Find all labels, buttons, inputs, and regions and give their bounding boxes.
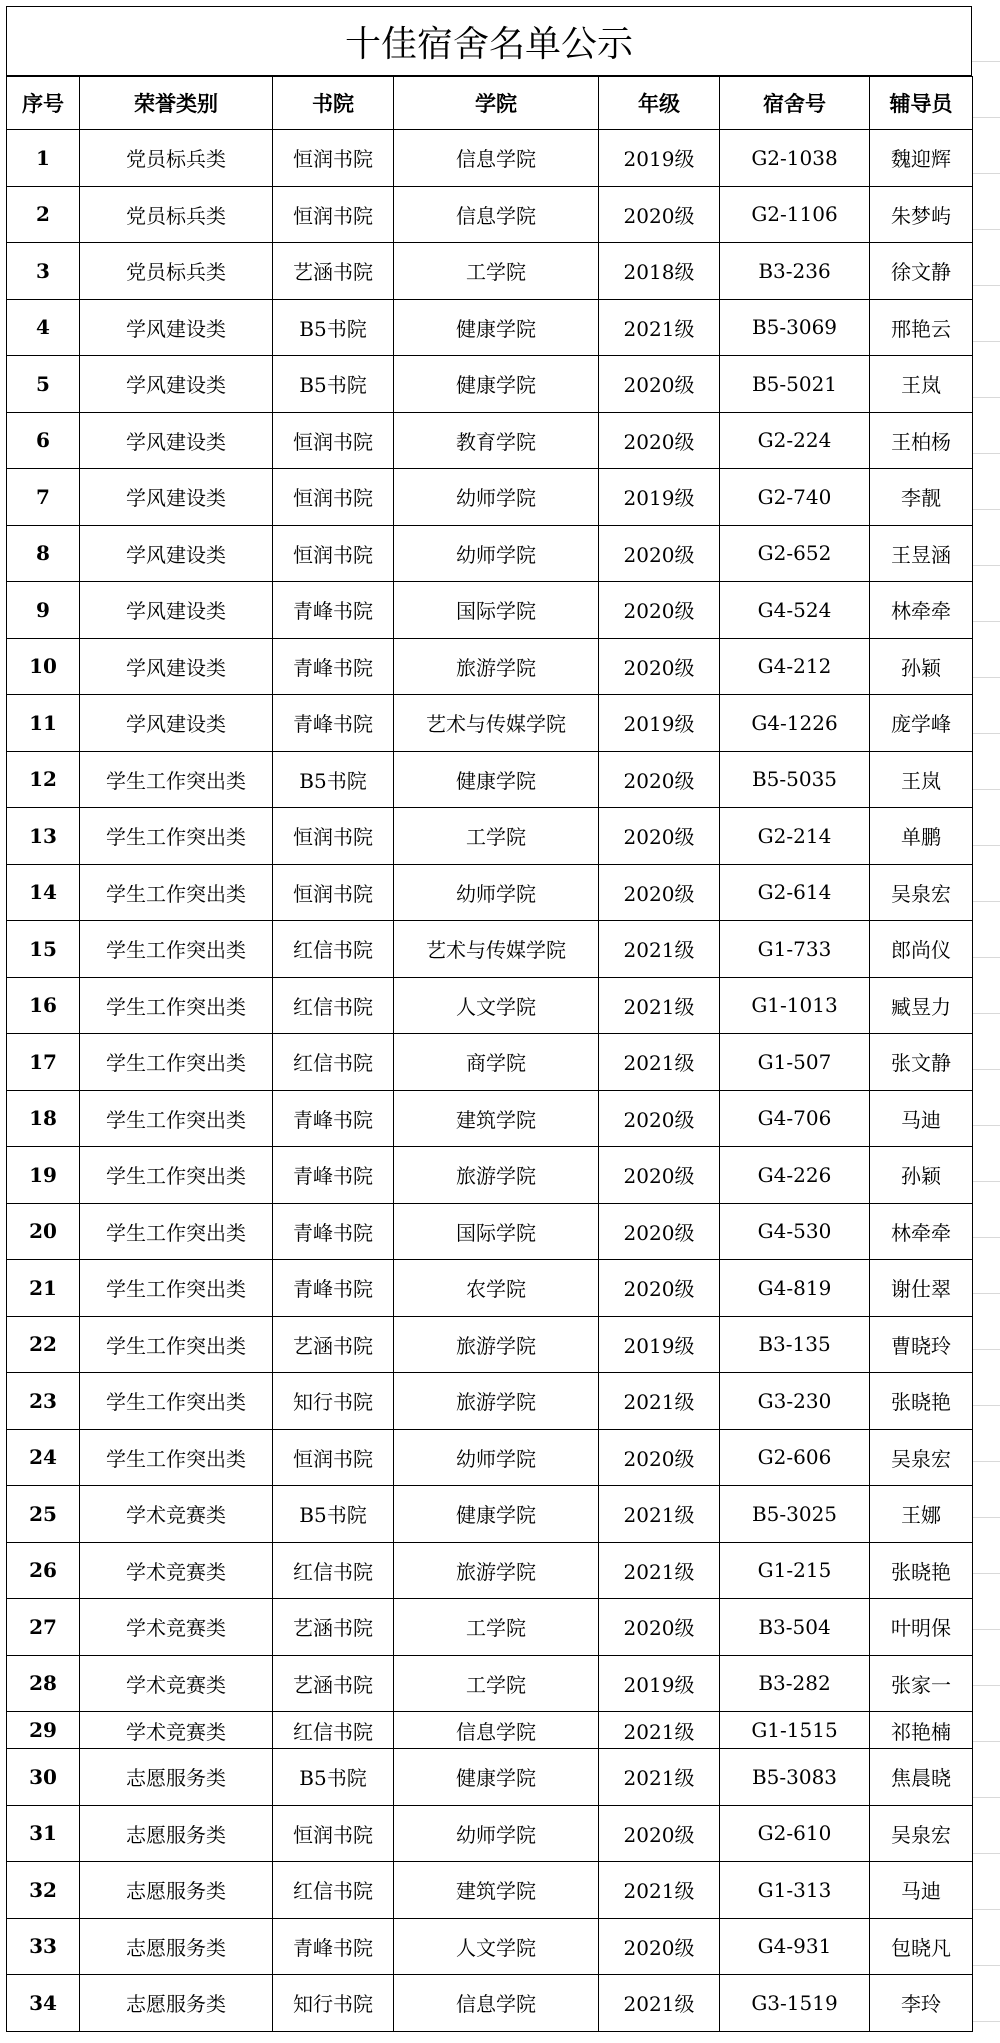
cell-index: 3	[7, 243, 80, 300]
cell-college: 农学院	[394, 1260, 599, 1317]
cell-index: 10	[7, 638, 80, 695]
cell-honor-category: 学风建设类	[80, 525, 273, 582]
table-row	[7, 1918, 973, 1975]
cell-dorm-number: B3-236	[720, 243, 870, 300]
cell-index: 29	[7, 1712, 80, 1749]
cell-counselor: 曹晓玲	[870, 1316, 973, 1373]
table-row	[7, 695, 973, 752]
cell-honor-category: 学生工作突出类	[80, 1034, 273, 1091]
cell-index: 11	[7, 695, 80, 752]
cell-academy: 恒润书院	[273, 1805, 394, 1862]
cell-dorm-number: G2-224	[720, 412, 870, 469]
cell-honor-category: 志愿服务类	[80, 1862, 273, 1919]
cell-college: 健康学院	[394, 356, 599, 413]
cell-academy: 艺涵书院	[273, 1316, 394, 1373]
cell-grade: 2020级	[599, 1805, 720, 1862]
table-row	[7, 1975, 973, 2032]
header-academy: 书院	[273, 77, 394, 130]
cell-index: 4	[7, 299, 80, 356]
cell-grade: 2021级	[599, 1542, 720, 1599]
cell-college: 信息学院	[394, 1712, 599, 1749]
cell-academy: 青峰书院	[273, 695, 394, 752]
cell-counselor: 魏迎辉	[870, 130, 973, 187]
dormitory-list-sheet	[6, 6, 972, 2032]
cell-college: 信息学院	[394, 130, 599, 187]
table-row	[7, 864, 973, 921]
cell-academy: 红信书院	[273, 1712, 394, 1749]
cell-honor-category: 学风建设类	[80, 299, 273, 356]
cell-index: 25	[7, 1486, 80, 1543]
cell-dorm-number: G3-1519	[720, 1975, 870, 2032]
cell-honor-category: 学术竞赛类	[80, 1655, 273, 1712]
cell-dorm-number: G1-313	[720, 1862, 870, 1919]
cell-index: 28	[7, 1655, 80, 1712]
cell-college: 健康学院	[394, 751, 599, 808]
cell-grade: 2020级	[599, 1090, 720, 1147]
cell-grade: 2019级	[599, 469, 720, 526]
cell-honor-category: 学生工作突出类	[80, 1147, 273, 1204]
cell-grade: 2019级	[599, 1655, 720, 1712]
cell-index: 20	[7, 1203, 80, 1260]
cell-grade: 2019级	[599, 130, 720, 187]
cell-college: 商学院	[394, 1034, 599, 1091]
table-row	[7, 921, 973, 978]
table-row	[7, 808, 973, 865]
cell-dorm-number: G2-1038	[720, 130, 870, 187]
cell-grade: 2019级	[599, 1316, 720, 1373]
cell-college: 建筑学院	[394, 1090, 599, 1147]
cell-counselor: 马迪	[870, 1862, 973, 1919]
cell-counselor: 邢艳云	[870, 299, 973, 356]
cell-college: 工学院	[394, 243, 599, 300]
cell-academy: 恒润书院	[273, 412, 394, 469]
cell-honor-category: 党员标兵类	[80, 243, 273, 300]
cell-dorm-number: G4-524	[720, 582, 870, 639]
cell-index: 8	[7, 525, 80, 582]
page-title: 十佳宿舍名单公示	[6, 6, 972, 76]
table-row	[7, 1749, 973, 1806]
cell-dorm-number: G1-215	[720, 1542, 870, 1599]
cell-index: 16	[7, 977, 80, 1034]
cell-academy: 恒润书院	[273, 469, 394, 526]
cell-honor-category: 学生工作突出类	[80, 1316, 273, 1373]
table-row	[7, 751, 973, 808]
cell-academy: B5书院	[273, 1749, 394, 1806]
table-row	[7, 638, 973, 695]
header-dorm-number: 宿舍号	[720, 77, 870, 130]
cell-college: 建筑学院	[394, 1862, 599, 1919]
cell-honor-category: 学生工作突出类	[80, 1429, 273, 1486]
cell-academy: 青峰书院	[273, 1090, 394, 1147]
cell-college: 幼师学院	[394, 864, 599, 921]
cell-honor-category: 学生工作突出类	[80, 1203, 273, 1260]
cell-academy: B5书院	[273, 751, 394, 808]
table-body	[7, 130, 973, 2032]
cell-dorm-number: G4-819	[720, 1260, 870, 1317]
cell-index: 17	[7, 1034, 80, 1091]
cell-dorm-number: G3-230	[720, 1373, 870, 1430]
cell-counselor: 林牵牵	[870, 1203, 973, 1260]
cell-college: 艺术与传媒学院	[394, 921, 599, 978]
table-row	[7, 1203, 973, 1260]
cell-honor-category: 学生工作突出类	[80, 1090, 273, 1147]
cell-grade: 2020级	[599, 582, 720, 639]
cell-grade: 2020级	[599, 356, 720, 413]
table-row	[7, 977, 973, 1034]
cell-counselor: 王岚	[870, 356, 973, 413]
cell-college: 幼师学院	[394, 1429, 599, 1486]
cell-index: 12	[7, 751, 80, 808]
header-grade: 年级	[599, 77, 720, 130]
cell-counselor: 王昱涵	[870, 525, 973, 582]
cell-college: 工学院	[394, 1655, 599, 1712]
cell-counselor: 焦晨晓	[870, 1749, 973, 1806]
cell-academy: 知行书院	[273, 1975, 394, 2032]
table-row	[7, 412, 973, 469]
cell-academy: 恒润书院	[273, 186, 394, 243]
cell-counselor: 祁艳楠	[870, 1712, 973, 1749]
cell-dorm-number: B5-3069	[720, 299, 870, 356]
cell-dorm-number: G1-507	[720, 1034, 870, 1091]
cell-academy: B5书院	[273, 1486, 394, 1543]
cell-index: 7	[7, 469, 80, 526]
cell-honor-category: 学生工作突出类	[80, 921, 273, 978]
cell-honor-category: 志愿服务类	[80, 1749, 273, 1806]
cell-index: 14	[7, 864, 80, 921]
cell-grade: 2020级	[599, 1203, 720, 1260]
cell-dorm-number: G4-706	[720, 1090, 870, 1147]
cell-grade: 2021级	[599, 1712, 720, 1749]
cell-index: 15	[7, 921, 80, 978]
table-row	[7, 1090, 973, 1147]
cell-dorm-number: B5-5021	[720, 356, 870, 413]
cell-college: 教育学院	[394, 412, 599, 469]
table-row	[7, 1712, 973, 1749]
cell-counselor: 王柏杨	[870, 412, 973, 469]
cell-index: 13	[7, 808, 80, 865]
cell-grade: 2020级	[599, 1147, 720, 1204]
cell-counselor: 马迪	[870, 1090, 973, 1147]
cell-college: 旅游学院	[394, 638, 599, 695]
cell-counselor: 徐文静	[870, 243, 973, 300]
cell-honor-category: 志愿服务类	[80, 1805, 273, 1862]
cell-grade: 2021级	[599, 1486, 720, 1543]
cell-academy: 红信书院	[273, 1862, 394, 1919]
table-row	[7, 1542, 973, 1599]
cell-college: 信息学院	[394, 1975, 599, 2032]
table-row	[7, 1147, 973, 1204]
cell-academy: 恒润书院	[273, 1429, 394, 1486]
cell-college: 人文学院	[394, 1918, 599, 1975]
cell-grade: 2020级	[599, 1599, 720, 1656]
cell-academy: 恒润书院	[273, 808, 394, 865]
cell-academy: 青峰书院	[273, 1918, 394, 1975]
table-row	[7, 1805, 973, 1862]
cell-honor-category: 学生工作突出类	[80, 808, 273, 865]
table-row	[7, 356, 973, 413]
cell-grade: 2020级	[599, 751, 720, 808]
cell-academy: 恒润书院	[273, 130, 394, 187]
table-row	[7, 1486, 973, 1543]
table-row	[7, 469, 973, 526]
cell-dorm-number: G4-1226	[720, 695, 870, 752]
cell-dorm-number: G4-931	[720, 1918, 870, 1975]
cell-counselor: 单鹏	[870, 808, 973, 865]
cell-dorm-number: G2-652	[720, 525, 870, 582]
table-row	[7, 1429, 973, 1486]
cell-college: 旅游学院	[394, 1147, 599, 1204]
cell-college: 健康学院	[394, 1749, 599, 1806]
cell-grade: 2021级	[599, 921, 720, 978]
table-row	[7, 1316, 973, 1373]
cell-counselor: 叶明保	[870, 1599, 973, 1656]
cell-college: 健康学院	[394, 299, 599, 356]
table-row	[7, 1034, 973, 1091]
table-row	[7, 1655, 973, 1712]
cell-index: 34	[7, 1975, 80, 2032]
cell-honor-category: 学风建设类	[80, 582, 273, 639]
cell-college: 幼师学院	[394, 525, 599, 582]
cell-honor-category: 学术竞赛类	[80, 1542, 273, 1599]
cell-counselor: 谢仕翠	[870, 1260, 973, 1317]
cell-college: 工学院	[394, 808, 599, 865]
cell-counselor: 朱梦屿	[870, 186, 973, 243]
cell-dorm-number: G2-614	[720, 864, 870, 921]
cell-grade: 2020级	[599, 864, 720, 921]
cell-college: 国际学院	[394, 1203, 599, 1260]
cell-academy: 青峰书院	[273, 638, 394, 695]
cell-grade: 2021级	[599, 299, 720, 356]
cell-honor-category: 学风建设类	[80, 638, 273, 695]
cell-academy: 红信书院	[273, 1542, 394, 1599]
cell-honor-category: 学生工作突出类	[80, 1373, 273, 1430]
cell-academy: 红信书院	[273, 1034, 394, 1091]
cell-grade: 2020级	[599, 808, 720, 865]
cell-index: 9	[7, 582, 80, 639]
cell-academy: B5书院	[273, 299, 394, 356]
cell-dorm-number: G1-1515	[720, 1712, 870, 1749]
cell-college: 旅游学院	[394, 1373, 599, 1430]
cell-college: 健康学院	[394, 1486, 599, 1543]
cell-grade: 2021级	[599, 1034, 720, 1091]
cell-index: 24	[7, 1429, 80, 1486]
cell-dorm-number: G2-1106	[720, 186, 870, 243]
cell-honor-category: 学风建设类	[80, 695, 273, 752]
cell-grade: 2020级	[599, 186, 720, 243]
cell-honor-category: 党员标兵类	[80, 130, 273, 187]
cell-academy: 青峰书院	[273, 1260, 394, 1317]
cell-counselor: 张家一	[870, 1655, 973, 1712]
cell-index: 5	[7, 356, 80, 413]
cell-academy: 青峰书院	[273, 582, 394, 639]
cell-academy: 艺涵书院	[273, 1655, 394, 1712]
cell-counselor: 王岚	[870, 751, 973, 808]
cell-dorm-number: G4-226	[720, 1147, 870, 1204]
cell-counselor: 张文静	[870, 1034, 973, 1091]
header-counselor: 辅导员	[870, 77, 973, 130]
cell-grade: 2020级	[599, 1429, 720, 1486]
cell-honor-category: 志愿服务类	[80, 1918, 273, 1975]
table-row	[7, 243, 973, 300]
cell-counselor: 郎尚仪	[870, 921, 973, 978]
cell-dorm-number: B3-135	[720, 1316, 870, 1373]
table-row	[7, 1260, 973, 1317]
table-row	[7, 186, 973, 243]
dormitory-table	[6, 76, 973, 2032]
cell-honor-category: 学生工作突出类	[80, 751, 273, 808]
cell-counselor: 臧昱力	[870, 977, 973, 1034]
cell-counselor: 李靓	[870, 469, 973, 526]
cell-college: 旅游学院	[394, 1542, 599, 1599]
cell-dorm-number: G1-1013	[720, 977, 870, 1034]
cell-index: 23	[7, 1373, 80, 1430]
cell-grade: 2021级	[599, 1975, 720, 2032]
cell-grade: 2020级	[599, 1918, 720, 1975]
cell-academy: B5书院	[273, 356, 394, 413]
cell-honor-category: 学术竞赛类	[80, 1599, 273, 1656]
cell-counselor: 张晓艳	[870, 1542, 973, 1599]
cell-honor-category: 学生工作突出类	[80, 977, 273, 1034]
cell-grade: 2020级	[599, 525, 720, 582]
cell-academy: 知行书院	[273, 1373, 394, 1430]
cell-college: 人文学院	[394, 977, 599, 1034]
cell-honor-category: 学术竞赛类	[80, 1712, 273, 1749]
table-row	[7, 1373, 973, 1430]
table-row	[7, 582, 973, 639]
cell-academy: 艺涵书院	[273, 243, 394, 300]
header-college: 学院	[394, 77, 599, 130]
cell-honor-category: 学生工作突出类	[80, 864, 273, 921]
spreadsheet-gridlines	[972, 6, 1000, 2043]
cell-honor-category: 学风建设类	[80, 356, 273, 413]
cell-counselor: 李玲	[870, 1975, 973, 2032]
cell-college: 幼师学院	[394, 1805, 599, 1862]
cell-honor-category: 志愿服务类	[80, 1975, 273, 2032]
cell-counselor: 庞学峰	[870, 695, 973, 752]
header-honor-category: 荣誉类别	[80, 77, 273, 130]
cell-academy: 青峰书院	[273, 1203, 394, 1260]
cell-academy: 恒润书院	[273, 525, 394, 582]
cell-counselor: 张晓艳	[870, 1373, 973, 1430]
cell-dorm-number: B3-282	[720, 1655, 870, 1712]
cell-academy: 艺涵书院	[273, 1599, 394, 1656]
cell-dorm-number: B5-3083	[720, 1749, 870, 1806]
cell-dorm-number: G1-733	[720, 921, 870, 978]
cell-dorm-number: G2-606	[720, 1429, 870, 1486]
cell-dorm-number: B5-3025	[720, 1486, 870, 1543]
cell-college: 幼师学院	[394, 469, 599, 526]
cell-dorm-number: G2-610	[720, 1805, 870, 1862]
cell-college: 工学院	[394, 1599, 599, 1656]
cell-dorm-number: G4-212	[720, 638, 870, 695]
cell-index: 18	[7, 1090, 80, 1147]
cell-grade: 2021级	[599, 1373, 720, 1430]
table-row	[7, 1862, 973, 1919]
cell-grade: 2018级	[599, 243, 720, 300]
cell-index: 30	[7, 1749, 80, 1806]
cell-academy: 青峰书院	[273, 1147, 394, 1204]
cell-grade: 2021级	[599, 1749, 720, 1806]
table-row	[7, 130, 973, 187]
header-index: 序号	[7, 77, 80, 130]
cell-counselor: 孙颖	[870, 1147, 973, 1204]
cell-index: 26	[7, 1542, 80, 1599]
cell-index: 27	[7, 1599, 80, 1656]
table-row	[7, 525, 973, 582]
cell-index: 19	[7, 1147, 80, 1204]
cell-index: 22	[7, 1316, 80, 1373]
table-row	[7, 299, 973, 356]
table-row	[7, 1599, 973, 1656]
cell-college: 艺术与传媒学院	[394, 695, 599, 752]
cell-counselor: 吴泉宏	[870, 1429, 973, 1486]
cell-counselor: 王娜	[870, 1486, 973, 1543]
cell-grade: 2020级	[599, 412, 720, 469]
cell-grade: 2021级	[599, 977, 720, 1034]
cell-college: 旅游学院	[394, 1316, 599, 1373]
cell-honor-category: 学风建设类	[80, 469, 273, 526]
cell-grade: 2019级	[599, 695, 720, 752]
cell-honor-category: 党员标兵类	[80, 186, 273, 243]
cell-index: 32	[7, 1862, 80, 1919]
cell-counselor: 孙颖	[870, 638, 973, 695]
cell-dorm-number: G2-740	[720, 469, 870, 526]
cell-honor-category: 学术竞赛类	[80, 1486, 273, 1543]
cell-academy: 红信书院	[273, 921, 394, 978]
cell-counselor: 林牵牵	[870, 582, 973, 639]
cell-grade: 2020级	[599, 1260, 720, 1317]
cell-counselor: 吴泉宏	[870, 864, 973, 921]
cell-grade: 2021级	[599, 1862, 720, 1919]
cell-index: 33	[7, 1918, 80, 1975]
cell-academy: 恒润书院	[273, 864, 394, 921]
cell-dorm-number: G4-530	[720, 1203, 870, 1260]
cell-index: 21	[7, 1260, 80, 1317]
cell-index: 2	[7, 186, 80, 243]
cell-grade: 2020级	[599, 638, 720, 695]
table-header-row	[7, 77, 973, 130]
cell-college: 信息学院	[394, 186, 599, 243]
cell-index: 1	[7, 130, 80, 187]
cell-academy: 红信书院	[273, 977, 394, 1034]
cell-dorm-number: B5-5035	[720, 751, 870, 808]
cell-index: 31	[7, 1805, 80, 1862]
cell-college: 国际学院	[394, 582, 599, 639]
cell-honor-category: 学风建设类	[80, 412, 273, 469]
cell-dorm-number: B3-504	[720, 1599, 870, 1656]
cell-dorm-number: G2-214	[720, 808, 870, 865]
cell-honor-category: 学生工作突出类	[80, 1260, 273, 1317]
cell-counselor: 包晓凡	[870, 1918, 973, 1975]
cell-counselor: 吴泉宏	[870, 1805, 973, 1862]
cell-index: 6	[7, 412, 80, 469]
